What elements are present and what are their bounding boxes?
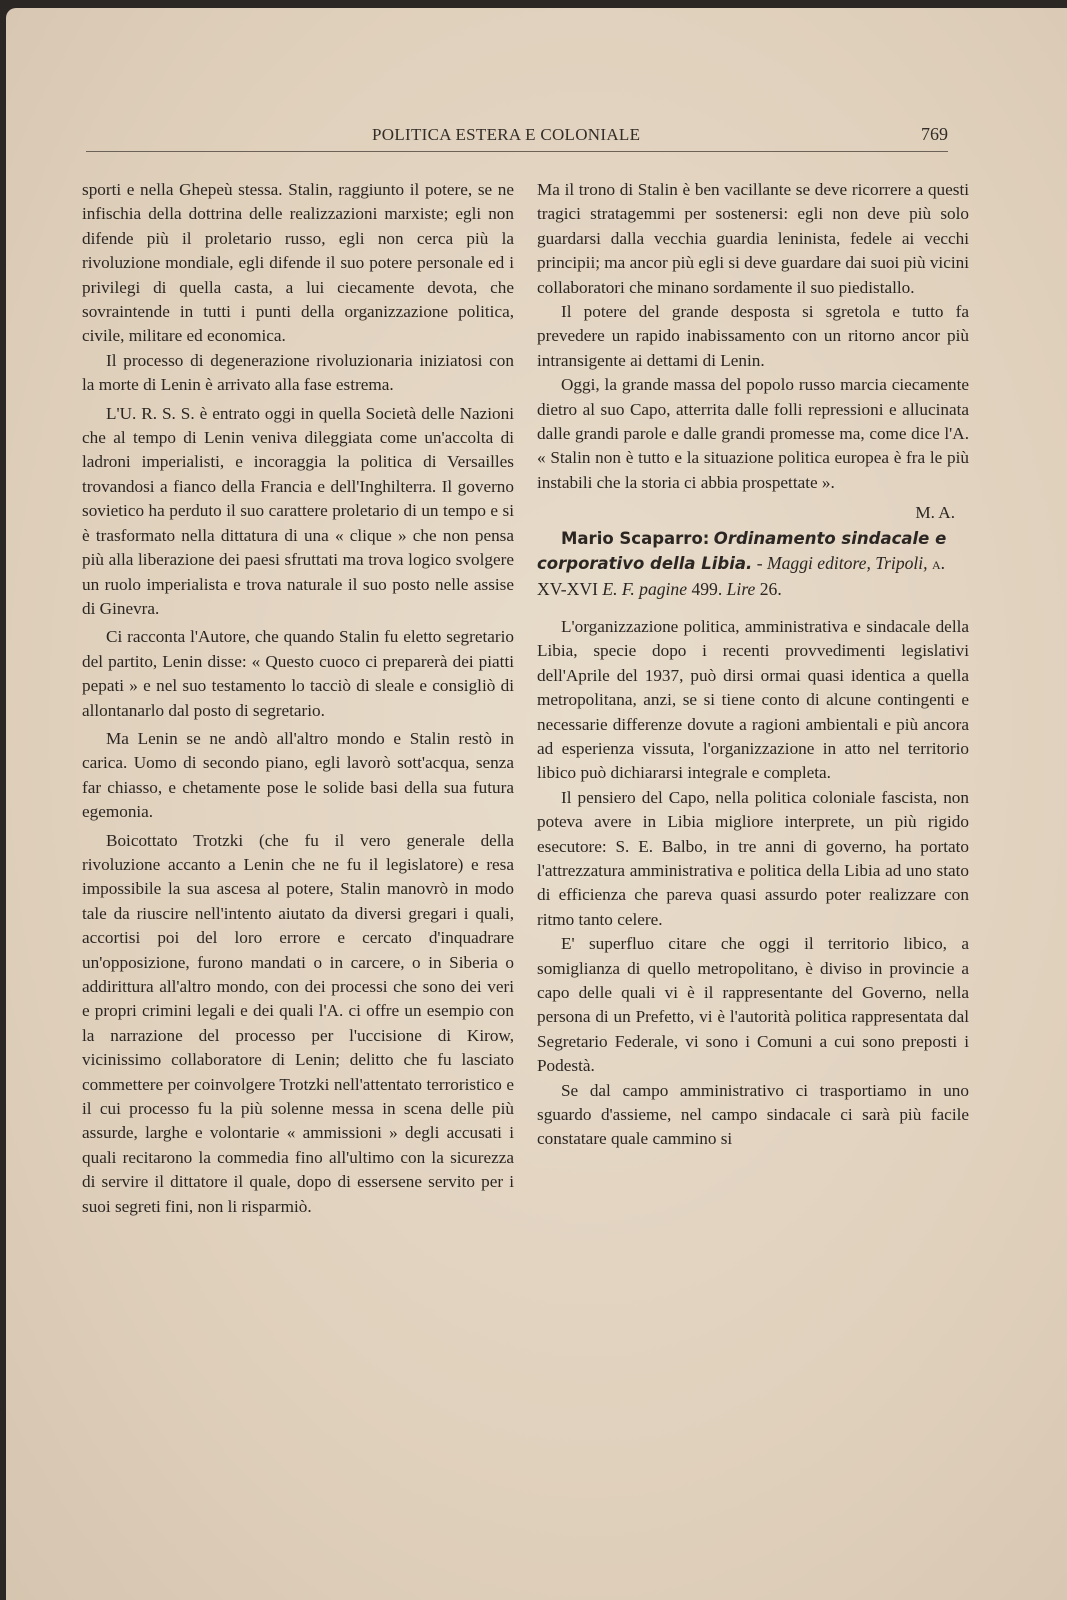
left-column <box>82 178 514 1219</box>
paragraph: Ma il trono di Stalin è ben vacillante se deve ricorrere a questi tragici stratagemmi per sostenersi: egli non deve più solo guardarsi dalla vecchia guardia leninista, fedele ai vecchi principii; ma ancor più egli si deve guardare dai suoi più vicini collaboratori che minano sordamente il suo piedistallo. <box>537 180 969 297</box>
right-column <box>537 178 969 1152</box>
review-pages-label: pagine <box>639 578 688 599</box>
paragraph: Il processo di degenerazione rivoluzionaria iniziatosi con la morte di Lenin è arrivato alla fase estrema. <box>82 350 514 395</box>
article-signature: M. A. <box>915 503 955 523</box>
review-pages: 499. <box>687 578 727 599</box>
paragraph: sporti e nella Ghepeù stessa. Stalin, raggiunto il potere, se ne infischia della dottrina delle realizzazioni marxiste; egli non difende più il proletario russo, egli non cerca più la rivoluzione mondiale, egli difende il suo potere personale ed i privilegi di quella casta, a lui ciecamente devota, che sovraintende in tutti i punti della organizzazione politica, civile, militare ed economica. <box>82 180 514 346</box>
review-price-label: Lire <box>726 578 756 599</box>
paragraph: Boicottato Trotzki (che fu il vero generale della rivoluzione accanto a Lenin che ne fu il legislatore) e resa impossibile la sua ascesa al potere, Stalin manovrò in modo tale da riuscire nell'intento aiutato da diversi gregari i quali, accortisi poi del loro errore e cercato d'inquadrare un'opposizione, furono mandati o in carcere, o in Siberia o addirittura all'altro mondo, con dei processi che sono dei veri e propri crimini legali e dei quali l'A. ci offre un esempio con la narrazione del processo per l'uccisione di Kirow, vicinissimo collaboratore di Lenin; delitto che fu lasciato commettere per coinvolgere Trotzki nell'attentato terroristico e il cui processo fu la più solenne messa in scena delle più assurde, larghe e volontarie « ammissioni » degli accusati i quali recitarono la commedia fino all'ultimo con la sicurezza di servire il dittatore il quale, dopo di essersene servito per i suoi segreti fini, non li risparmiò. <box>82 830 514 1216</box>
review-title: Ordinamento sindacale e corporativo della Libia. <box>537 528 947 574</box>
paragraph: Oggi, la grande massa del popolo russo marcia ciecamente dietro al suo Capo, atterrita dalle folli repressioni e allucinata dalle grandi parole e dalle grandi promesse ma, come dice l'A. « Stalin non è tutto e la situazione politica europea è fra le più instabili che la storia ci abbia prospettate ». <box>537 375 969 492</box>
review-year: a. XV-XVI <box>537 553 946 599</box>
paragraph: Il potere del grande desposta si sgretola e tutto fa prevedere un rapido inabissamento con un ritorno ancor più intransigente ai dettami di Lenin. <box>537 302 969 370</box>
paragraph: Il pensiero del Capo, nella politica coloniale fascista, non poteva avere in Libia migliore interprete, un più rigido esecutore: S. E. Balbo, in tre anni di governo, ha portato l'attrezzatura amministrativa e politica della Libia ad uno stato di efficienza che pareva quasi assurdo poter realizzare con ritmo tanto celere. <box>537 787 969 929</box>
review-price: 26. <box>755 578 782 599</box>
paragraph: Ma Lenin se ne andò all'altro mondo e Stalin restò in carica. Uomo di secondo piano, egli lavorò sott'acqua, senza far chiasso, e chetamente pose le solide basi della sua futura egemonia. <box>82 728 514 822</box>
review-citation <box>537 526 969 601</box>
running-header <box>86 121 948 152</box>
review-author: Mario Scaparro: <box>561 528 710 548</box>
paragraph: L'U. R. S. S. è entrato oggi in quella Società delle Nazioni che al tempo di Lenin veniva dileggiata come un'accolta di ladroni imperialisti, e incoraggia la politica di Versailles trovandosi a fianco della Francia e dell'Inghilterra. Il governo sovietico ha perduto il suo carattere proletario di un tempo e si è trasformato nella dittatura di una « clique » che non pensa più alla liberazione dei paesi sfruttati ma trova logico svolgere un ruolo imperialista e trova naturale il suo posto nelle assise di Ginevra. <box>82 403 514 618</box>
review-era: E. F. <box>602 578 635 599</box>
page-number: 769 <box>921 124 948 144</box>
scanned-page <box>6 8 1067 1600</box>
paragraph: E' superfluo citare che oggi il territorio libico, a somiglianza di quello metropolitano, è diviso in provincie a capo delle quali vi è il rappresentante del Governo, nella persona di un Prefetto, vi è l'autorità politica rappresentata dal Segretario Federale, vi sono i Comuni a cui sono preposti i Podestà. <box>537 934 969 1076</box>
paragraph: Ci racconta l'Autore, che quando Stalin fu eletto segretario del partito, Lenin disse: « Questo cuoco ci preparerà dei piatti pepati » e nel suo testamento lo tacciò di sleale e consigliò di allontanarlo dal posto di segretario. <box>82 627 514 720</box>
paragraph: L'organizzazione politica, amministrativa e sindacale della Libia, specie dopo i recenti provvedimenti legislativi dell'Aprile del 1937, può dirsi ormai quasi identica a quella metropolitana, anzi, se si tiene conto di alcune contingenti e necessarie differenze dovute a ragioni ambientali e più ancora ad esperienza vissuta, l'organizzazione in atto nel territorio libico può dichiararsi integrale e completa. <box>537 616 969 783</box>
review-body <box>537 615 969 1152</box>
review-publisher: Maggi editore, Tripoli, <box>766 553 928 574</box>
running-title: POLITICA ESTERA E COLONIALE <box>372 125 641 144</box>
review-dash: - <box>752 553 767 574</box>
paragraph: Se dal campo amministrativo ci trasportiamo in uno sguardo d'assieme, nel campo sindacale ci sarà più facile constatare quale cammino si <box>537 1080 969 1149</box>
